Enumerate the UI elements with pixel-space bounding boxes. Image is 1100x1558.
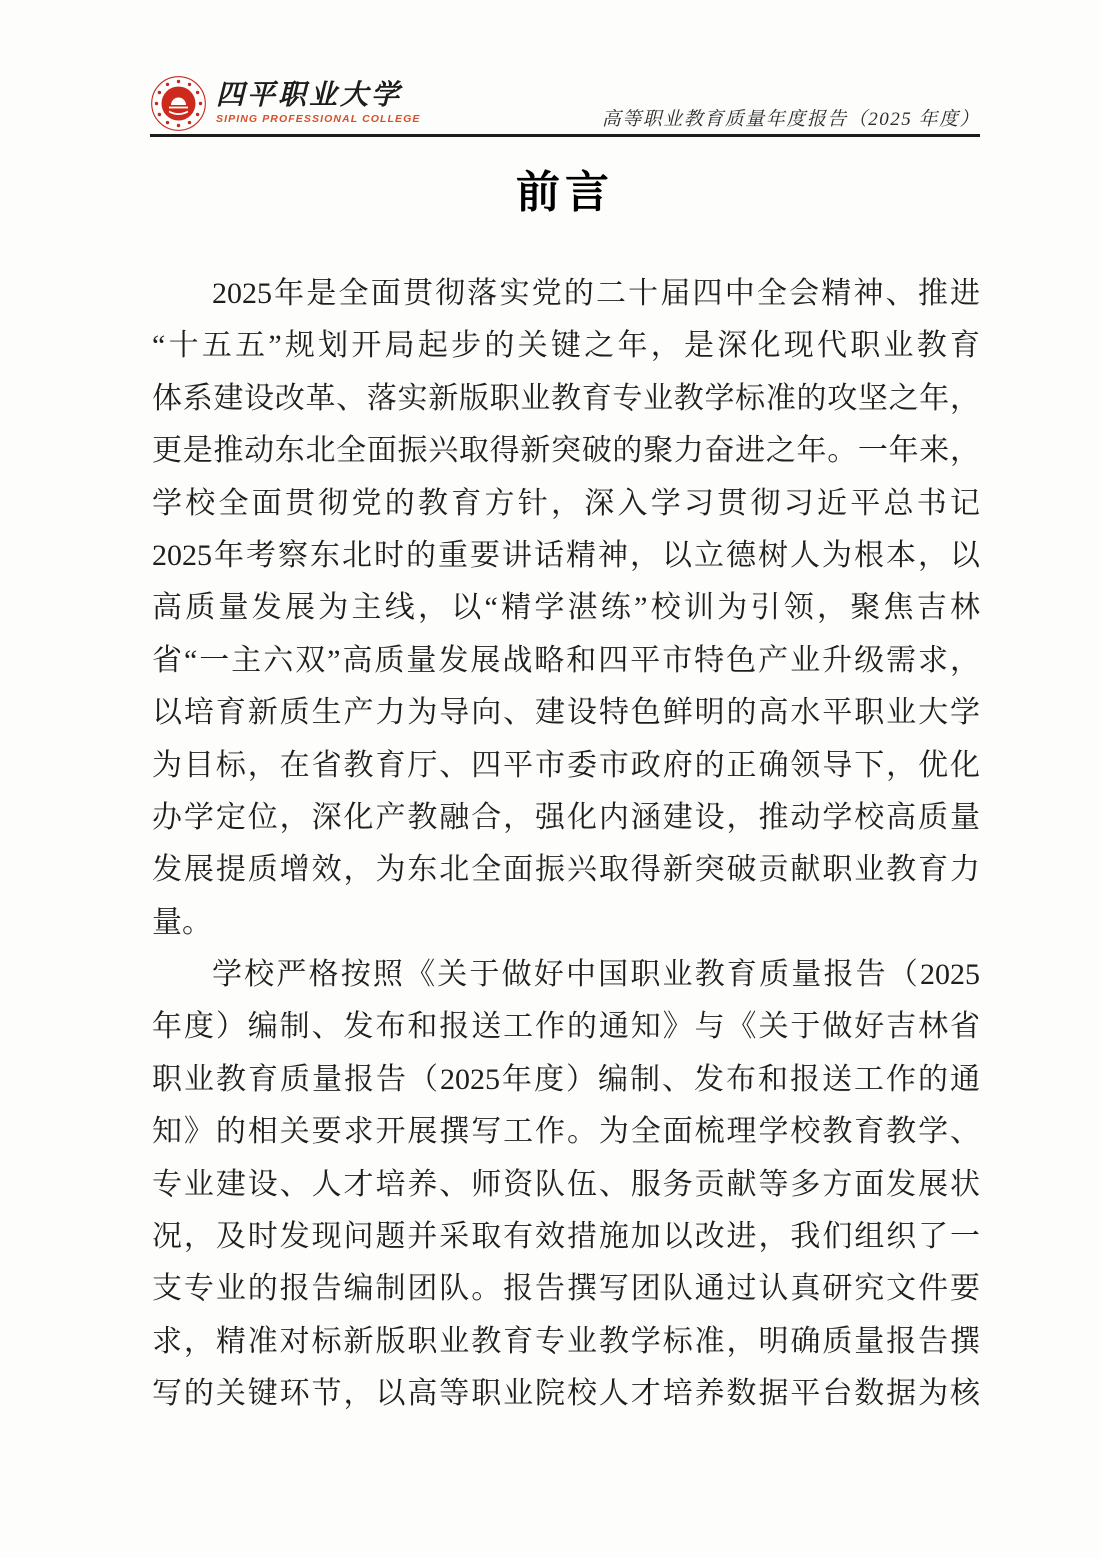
body-text-line: 以培育新质生产力为导向、建设特色鲜明的高水平职业大学: [152, 696, 980, 730]
body-text-line: 专业建设、人才培养、师资队伍、服务贡献等多方面发展状: [152, 1167, 980, 1201]
body-text-line: 高质量发展为主线，以“精学湛练”校训为引领，聚焦吉林: [152, 591, 980, 625]
page-title: 前言: [516, 168, 614, 217]
body-text-line: 2025年考察东北时的重要讲话精神，以立德树人为根本，以: [152, 538, 980, 572]
school-emblem-icon: [150, 75, 207, 132]
school-name: 四平职业大学: [216, 80, 403, 112]
body-text-line: 况，及时发现问题并采取有效措施加以改进，我们组织了一: [152, 1220, 980, 1254]
body-text-line: 体系建设改革、落实新版职业教育专业教学标准的攻坚之年，: [152, 381, 980, 415]
page-header: [150, 74, 980, 137]
school-name-block: [216, 82, 421, 125]
body-text-line: 2025年是全面贯彻落实党的二十届四中全会精神、推进: [212, 277, 980, 310]
body-text-line: 学校严格按照《关于做好中国职业教育质量报告（2025: [212, 958, 980, 992]
body-text-line: 支专业的报告编制团队。报告撰写团队通过认真研究文件要: [152, 1272, 980, 1306]
document-body: [152, 268, 980, 1421]
body-text-line: 学校全面贯彻党的教育方针，深入学习贯彻习近平总书记: [152, 486, 980, 520]
body-text-line: 写的关键环节，以高等职业院校人才培养数据平台数据为核: [152, 1377, 980, 1411]
body-text-line: 年度）编制、发布和报送工作的通知》与《关于做好吉林省: [152, 1010, 980, 1044]
body-text-line: 知》的相关要求开展撰写工作。为全面梳理学校教育教学、: [152, 1115, 980, 1149]
body-text-line: “十五五”规划开局起步的关键之年，是深化现代职业教育: [152, 329, 980, 363]
body-text-line: 求，精准对标新版职业教育专业教学标准，明确质量报告撰: [152, 1324, 980, 1358]
body-text-line: 更是推动东北全面振兴取得新突破的聚力奋进之年。一年来，: [152, 434, 980, 468]
body-text-line: 发展提质增效，为东北全面振兴取得新突破贡献职业教育力: [152, 853, 980, 887]
body-text-line: 省“一主六双”高质量发展战略和四平市特色产业升级需求，: [152, 643, 980, 677]
body-text-line: 职业教育质量报告（2025年度）编制、发布和报送工作的通: [152, 1062, 980, 1096]
body-text-line: 为目标，在省教育厅、四平市委市政府的正确领导下，优化: [152, 748, 980, 782]
school-name-english: SIPING PROFESSIONAL COLLEGE: [216, 113, 421, 126]
header-report-title: 高等职业教育质量年度报告（2025 年度）: [601, 109, 980, 130]
body-text-line: 量。: [152, 905, 212, 939]
body-text-line: 办学定位，深化产教融合，强化内涵建设，推动学校高质量: [152, 800, 980, 834]
school-logo: [150, 75, 421, 134]
